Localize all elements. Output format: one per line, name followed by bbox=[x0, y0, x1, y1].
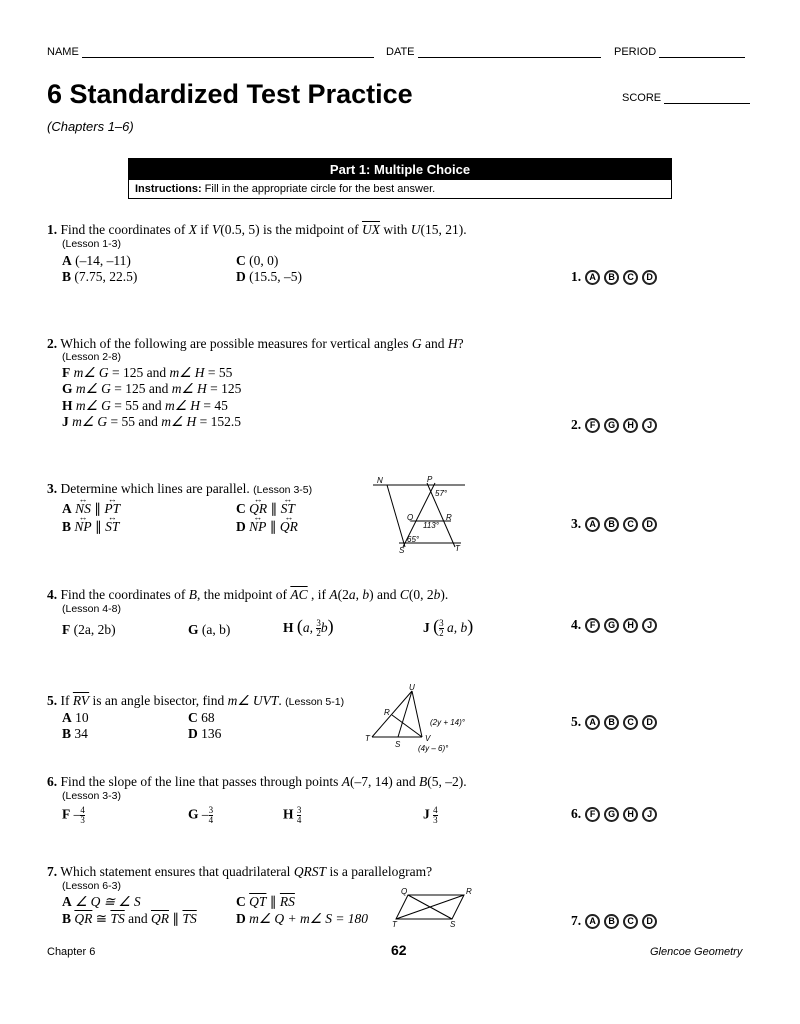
question-6: 6. Find the slope of the line that passes through points A(–7, 14) and B(5, –2). bbox=[47, 774, 467, 789]
svg-text:R: R bbox=[466, 887, 472, 896]
svg-text:S: S bbox=[395, 740, 401, 749]
svg-text:V: V bbox=[425, 734, 431, 743]
answer-row-1: 1. A B C D bbox=[571, 269, 657, 285]
lesson-ref: (Lesson 1-3) bbox=[62, 238, 121, 250]
page-title: 6 Standardized Test Practice bbox=[47, 79, 413, 109]
choice-2f: F m∠ G = 125 and m∠ H = 55 bbox=[62, 365, 233, 380]
bubble-2j[interactable]: J bbox=[642, 418, 657, 433]
choice-7a: A ∠ Q ≅ ∠ S bbox=[62, 894, 141, 909]
bubble-4g[interactable]: G bbox=[604, 618, 619, 633]
choice-3c: C ↔ QR ∥ ↔ ST bbox=[236, 501, 295, 517]
svg-text:R: R bbox=[384, 708, 390, 717]
bubble-5d[interactable]: D bbox=[642, 715, 657, 730]
choice-2j: J m∠ G = 55 and m∠ H = 152.5 bbox=[62, 414, 241, 429]
choice-2h: H m∠ G = 55 and m∠ H = 45 bbox=[62, 398, 228, 413]
choice-5d: D 136 bbox=[188, 726, 222, 741]
choice-7b: B $\overline{QR}$ ≅ $\overline{TS}$ and $\overline{QR}$ ∥ $\overline{TS}$ bbox=[62, 911, 197, 926]
answer-row-2: 2. F G H J bbox=[571, 417, 657, 433]
svg-text:T: T bbox=[455, 544, 460, 553]
q3-figure bbox=[365, 475, 475, 555]
q7-figure bbox=[392, 886, 482, 928]
choice-1d: D (15.5, –5) bbox=[236, 269, 302, 284]
svg-text:Q: Q bbox=[407, 513, 414, 522]
bubble-1d[interactable]: D bbox=[642, 270, 657, 285]
choice-7c: C $\overline{QT}$ ∥ $\overline{RS}$ bbox=[236, 894, 295, 909]
bubble-4h[interactable]: H bbox=[623, 618, 638, 633]
choice-6g: G – $\frac{3}{4}$ bbox=[188, 805, 214, 825]
svg-text:T: T bbox=[392, 920, 397, 928]
choice-3b: B ↔ NP ∥ ↔ ST bbox=[62, 519, 119, 535]
choice-1c: C (0, 0) bbox=[236, 253, 279, 268]
question-4: 4. Find the coordinates of B, the midpoint of $\overline{AC}$ , if A(2a, b) and C(0, 2b). bbox=[47, 587, 449, 602]
bubble-1a[interactable]: A bbox=[585, 270, 600, 285]
svg-text:S: S bbox=[399, 546, 405, 555]
choice-4j: J ( $\frac{3}{2}$ a, b) bbox=[423, 616, 474, 639]
choice-1b: B (7.75, 22.5) bbox=[62, 269, 138, 284]
bubble-1c[interactable]: C bbox=[623, 270, 638, 285]
bubble-6g[interactable]: G bbox=[604, 807, 619, 822]
chapters-subtitle: (Chapters 1–6) bbox=[47, 119, 134, 134]
answer-row-7: 7. A B C D bbox=[571, 913, 657, 929]
bubble-3b[interactable]: B bbox=[604, 517, 619, 532]
bubble-7b[interactable]: B bbox=[604, 914, 619, 929]
svg-text:(4y – 6)°: (4y – 6)° bbox=[418, 744, 449, 753]
choice-5a: A 10 bbox=[62, 710, 89, 725]
page-number: 62 bbox=[391, 942, 407, 958]
bubble-7c[interactable]: C bbox=[623, 914, 638, 929]
name-field[interactable]: NAME bbox=[47, 46, 374, 58]
choice-4g: G (a, b) bbox=[188, 622, 231, 637]
choice-5c: C 68 bbox=[188, 710, 215, 725]
choice-3a: A ↔ NS ∥ ↔ PT bbox=[62, 501, 120, 517]
bubble-4j[interactable]: J bbox=[642, 618, 657, 633]
question-7: 7. Which statement ensures that quadrilateral QRST is a parallelogram? bbox=[47, 864, 433, 879]
bubble-3a[interactable]: A bbox=[585, 517, 600, 532]
part-title: Part 1: Multiple Choice bbox=[129, 159, 671, 180]
lesson-ref: (Lesson 2-8) bbox=[62, 351, 121, 363]
bubble-2g[interactable]: G bbox=[604, 418, 619, 433]
bubble-7d[interactable]: D bbox=[642, 914, 657, 929]
bubble-5b[interactable]: B bbox=[604, 715, 619, 730]
instructions: Instructions: Fill in the appropriate circle for the best answer. bbox=[135, 183, 436, 195]
bubble-6j[interactable]: J bbox=[642, 807, 657, 822]
question-5: 5. If $\overline{RV}$ is an angle bisector, find m∠ UVT. (Lesson 5-1) bbox=[47, 693, 345, 708]
choice-6h: H $\frac{3}{4}$ bbox=[283, 805, 302, 825]
bubble-3d[interactable]: D bbox=[642, 517, 657, 532]
score-field[interactable]: SCORE bbox=[622, 92, 750, 104]
footer-publisher: Glencoe Geometry bbox=[650, 946, 743, 958]
period-field[interactable]: PERIOD bbox=[614, 46, 745, 58]
svg-text:65°: 65° bbox=[407, 535, 420, 544]
svg-text:113°: 113° bbox=[423, 521, 439, 530]
svg-text:T: T bbox=[365, 734, 370, 743]
question-1: 1. Find the coordinates of X if V(0.5, 5) is the midpoint of $\overline{UX}$ with U(15, 21). bbox=[47, 222, 467, 237]
choice-4h: H (a, $\frac{3}{2}$ b) bbox=[283, 616, 334, 639]
answer-row-6: 6. F G H J bbox=[571, 806, 657, 822]
answer-row-4: 4. F G H J bbox=[571, 617, 657, 633]
question-2: 2. Which of the following are possible measures for vertical angles G and H? bbox=[47, 336, 464, 351]
date-field[interactable]: DATE bbox=[386, 46, 601, 58]
lesson-ref: (Lesson 6-3) bbox=[62, 880, 121, 892]
svg-text:Q: Q bbox=[401, 887, 408, 896]
bubble-2f[interactable]: F bbox=[585, 418, 600, 433]
svg-text:R: R bbox=[446, 513, 452, 522]
choice-2g: G m∠ G = 125 and m∠ H = 125 bbox=[62, 381, 242, 396]
svg-text:N: N bbox=[377, 476, 383, 485]
choice-6j: J $\frac{4}{3}$ bbox=[423, 805, 438, 825]
lesson-ref: (Lesson 4-8) bbox=[62, 603, 121, 615]
choice-1a: A (–14, –11) bbox=[62, 253, 131, 268]
bubble-7a[interactable]: A bbox=[585, 914, 600, 929]
choice-4f: F (2a, 2b) bbox=[62, 622, 116, 637]
bubble-4f[interactable]: F bbox=[585, 618, 600, 633]
svg-text:P: P bbox=[427, 475, 433, 484]
bubble-5c[interactable]: C bbox=[623, 715, 638, 730]
svg-text:(2y + 14)°: (2y + 14)° bbox=[430, 718, 465, 727]
bubble-2h[interactable]: H bbox=[623, 418, 638, 433]
question-3: 3. Determine which lines are parallel. (Lesson 3-5) bbox=[47, 481, 313, 496]
svg-text:U: U bbox=[409, 683, 415, 692]
bubble-5a[interactable]: A bbox=[585, 715, 600, 730]
answer-row-3: 3. A B C D bbox=[571, 516, 657, 532]
answer-row-5: 5. A B C D bbox=[571, 714, 657, 730]
choice-6f: F – $\frac{4}{3}$ bbox=[62, 805, 85, 825]
choice-5b: B 34 bbox=[62, 726, 88, 741]
svg-text:57°: 57° bbox=[435, 489, 448, 498]
bubble-6h[interactable]: H bbox=[623, 807, 638, 822]
bubble-3c[interactable]: C bbox=[623, 517, 638, 532]
bubble-6f[interactable]: F bbox=[585, 807, 600, 822]
choice-3d: D ↔ NP ∥ ↔ QR bbox=[236, 519, 298, 535]
q5-figure bbox=[362, 683, 470, 755]
lesson-ref: (Lesson 3-3) bbox=[62, 790, 121, 802]
choice-7d: D m∠ Q + m∠ S = 180 bbox=[236, 911, 369, 926]
part-box bbox=[128, 158, 672, 199]
bubble-1b[interactable]: B bbox=[604, 270, 619, 285]
footer-chapter: Chapter 6 bbox=[47, 946, 96, 958]
svg-text:S: S bbox=[450, 920, 456, 928]
